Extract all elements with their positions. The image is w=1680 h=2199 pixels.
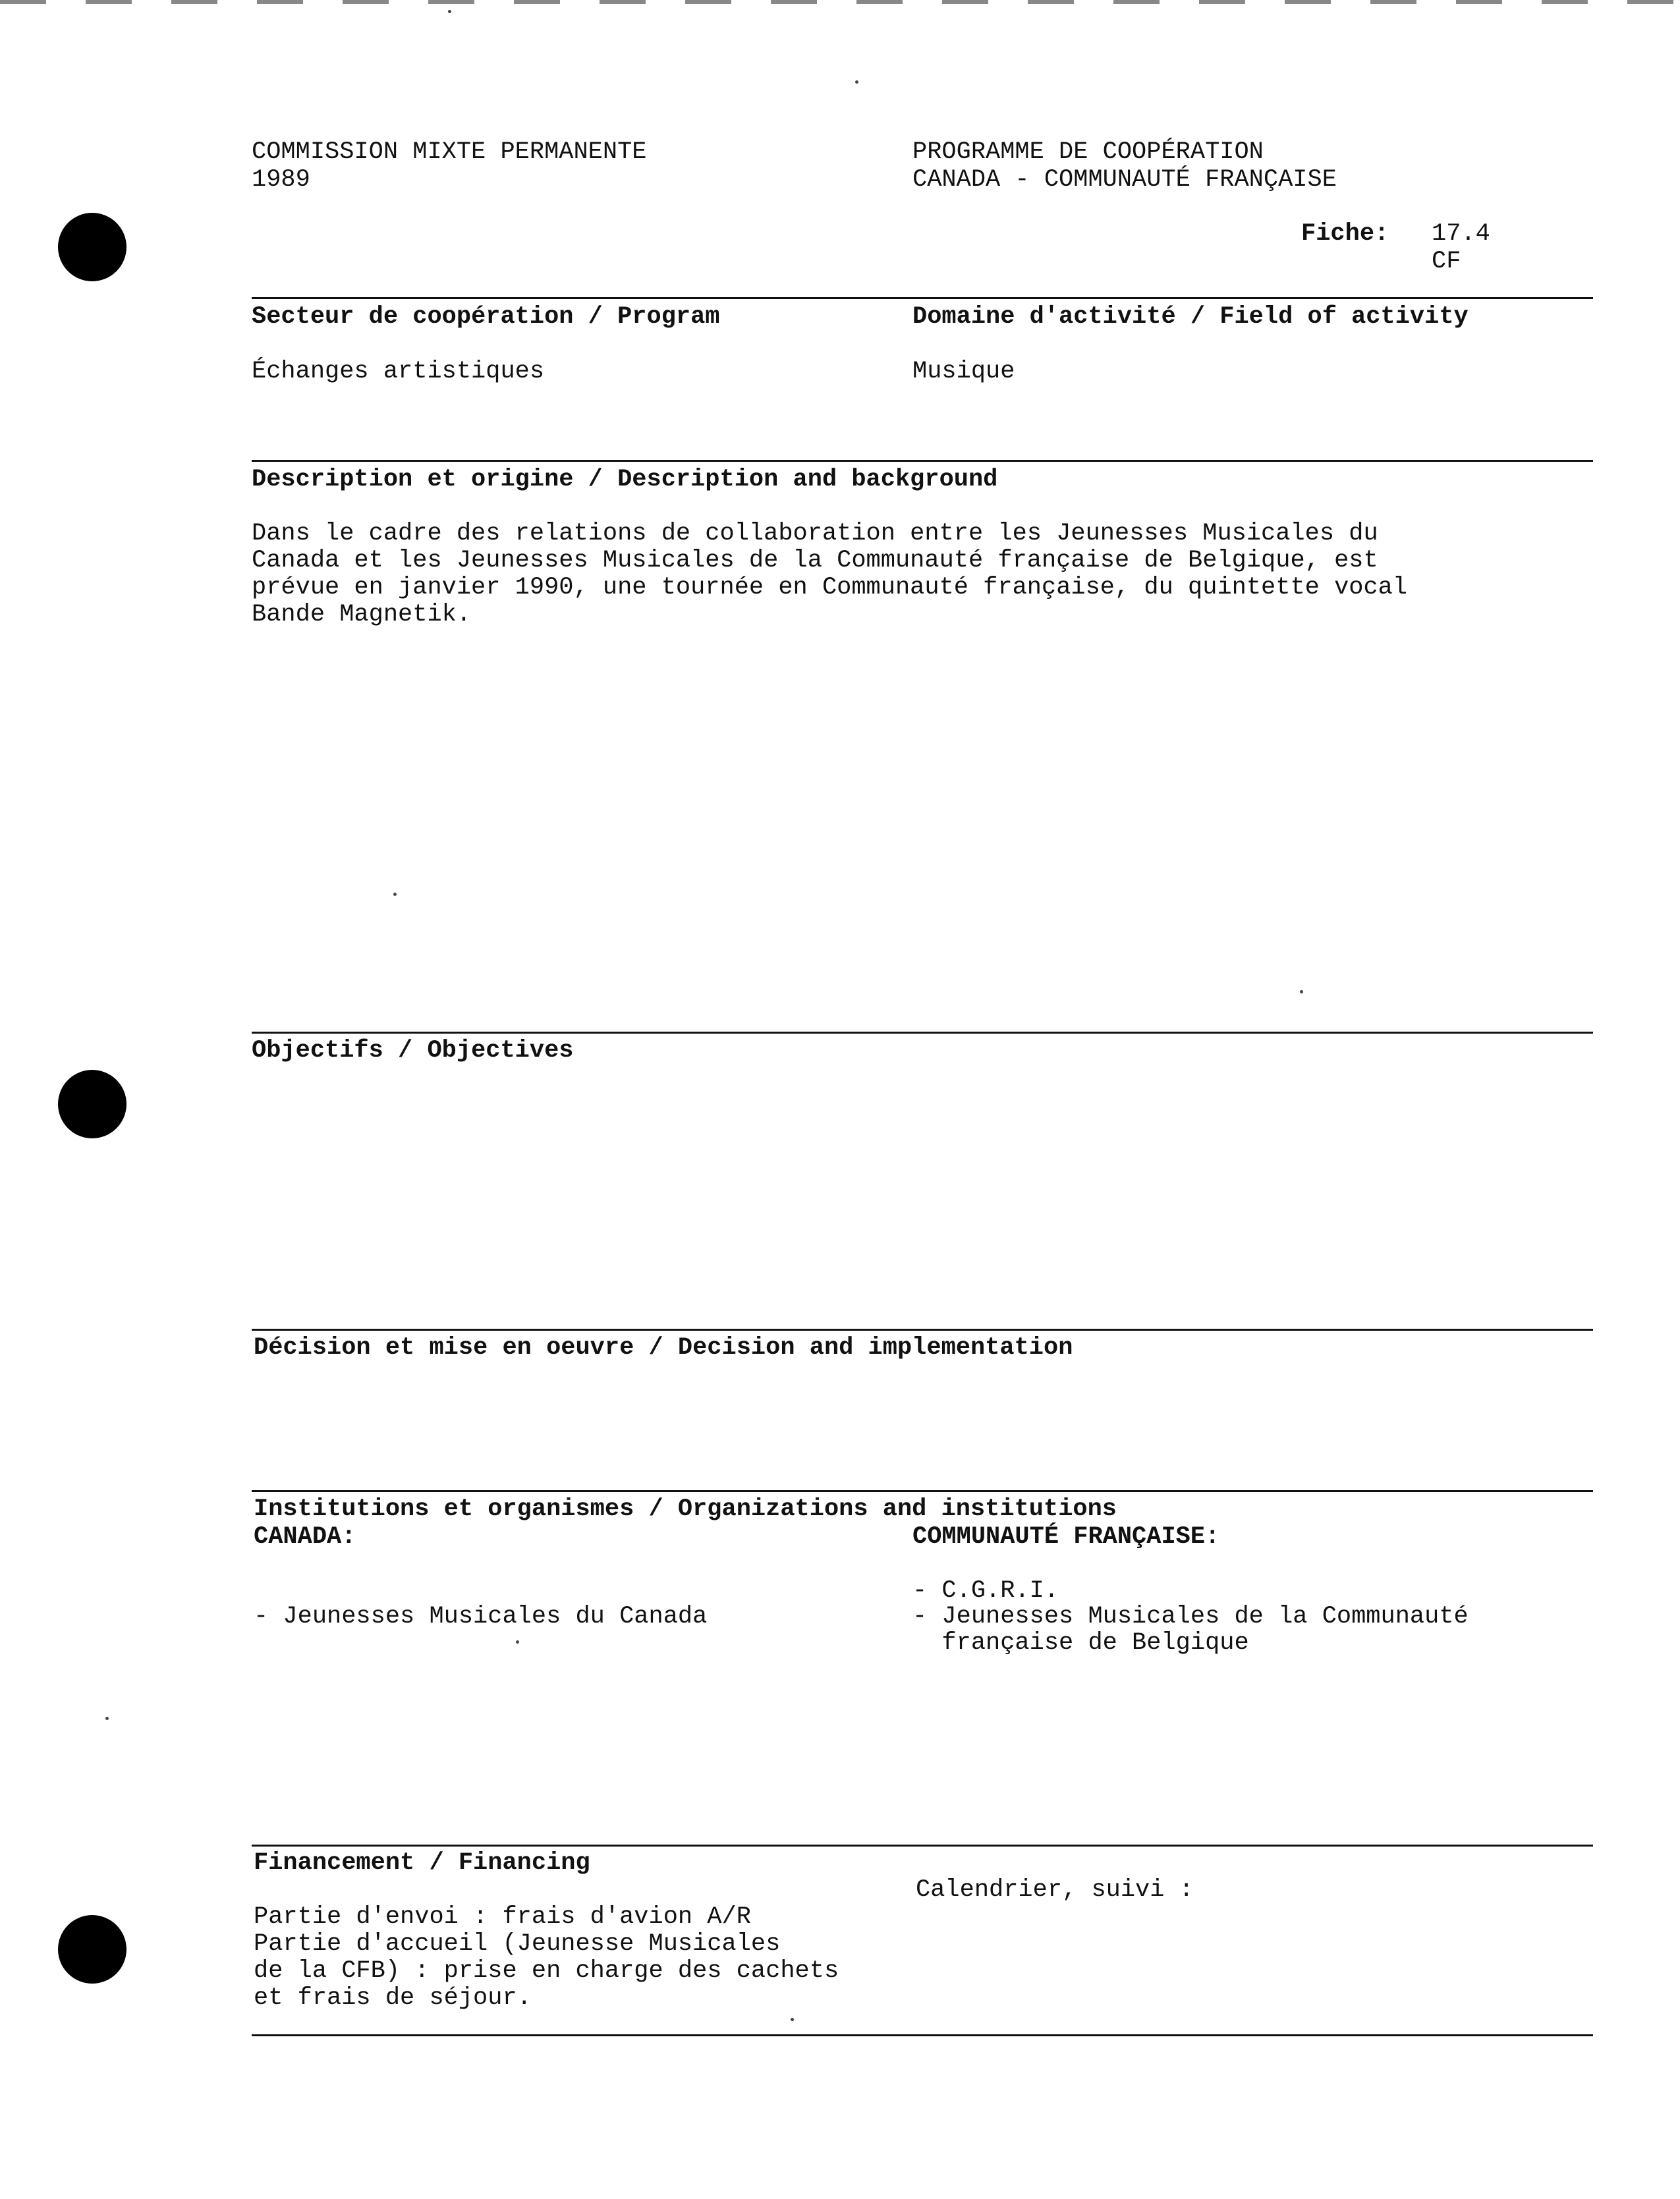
binder-hole-middle [58, 1070, 126, 1138]
cf-organization-jm-cont: française de Belgique [912, 1629, 1249, 1657]
divider-objectives [252, 1032, 1593, 1034]
fiche-number: 17.4 [1432, 220, 1490, 248]
binder-hole-bottom [58, 1915, 126, 1984]
scan-speck [448, 10, 451, 13]
divider-sector [252, 297, 1593, 299]
scan-speck [393, 893, 397, 896]
sector-heading: Secteur de coopération / Program [252, 303, 720, 331]
scan-speck [1300, 990, 1303, 993]
communaute-francaise-label: COMMUNAUTÉ FRANÇAISE: [912, 1523, 1220, 1551]
commission-year: 1989 [252, 166, 310, 194]
divider-organizations [252, 1490, 1593, 1492]
description-line: prévue en janvier 1990, une tournée en Communauté française, du quintette vocal [252, 574, 1408, 601]
description-line: Bande Magnetik. [252, 601, 472, 628]
field-value: Musique [912, 358, 1015, 385]
cf-organization-cgri: - C.G.R.I. [912, 1577, 1059, 1605]
financing-heading: Financement / Financing [254, 1849, 590, 1877]
calendar-label: Calendrier, suivi : [916, 1876, 1194, 1904]
programme-subtitle: CANADA - COMMUNAUTÉ FRANÇAISE [912, 166, 1337, 194]
financing-line: de la CFB) : prise en charge des cachets [254, 1957, 839, 1985]
commission-title: COMMISSION MIXTE PERMANENTE [252, 138, 647, 166]
fiche-label: Fiche: [1301, 220, 1389, 248]
scan-top-edge [0, 0, 1680, 4]
financing-line: et frais de séjour. [254, 1984, 532, 2012]
sector-value: Échanges artistiques [252, 358, 545, 385]
programme-title: PROGRAMME DE COOPÉRATION [912, 138, 1264, 166]
cf-organization-jm: - Jeunesses Musicales de la Communauté [912, 1603, 1469, 1630]
organizations-heading: Institutions et organismes / Organizations and institutions [254, 1495, 1117, 1523]
canada-organization: - Jeunesses Musicales du Canada [254, 1603, 708, 1630]
field-heading: Domaine d'activité / Field of activity [912, 303, 1469, 331]
description-line: Dans le cadre des relations de collaboration entre les Jeunesses Musicales du [252, 520, 1378, 547]
scan-speck [516, 1640, 519, 1644]
financing-line: Partie d'envoi : frais d'avion A/R [254, 1903, 751, 1931]
fiche-code: CF [1432, 248, 1461, 275]
divider-financing [252, 1845, 1593, 1847]
description-line: Canada et les Jeunesses Musicales de la Communauté française de Belgique, est [252, 547, 1378, 574]
divider-bottom [252, 2034, 1593, 2036]
divider-decision [252, 1329, 1593, 1331]
financing-line: Partie d'accueil (Jeunesse Musicales [254, 1930, 781, 1958]
decision-heading: Décision et mise en oeuvre / Decision and implementation [254, 1334, 1073, 1362]
scan-speck [105, 1717, 109, 1720]
scan-speck [855, 80, 858, 84]
binder-hole-top [58, 213, 126, 281]
scan-speck [791, 2018, 794, 2021]
canada-label: CANADA: [254, 1523, 356, 1551]
divider-description [252, 460, 1593, 462]
objectives-heading: Objectifs / Objectives [252, 1037, 574, 1065]
description-heading: Description et origine / Description and background [252, 466, 998, 493]
